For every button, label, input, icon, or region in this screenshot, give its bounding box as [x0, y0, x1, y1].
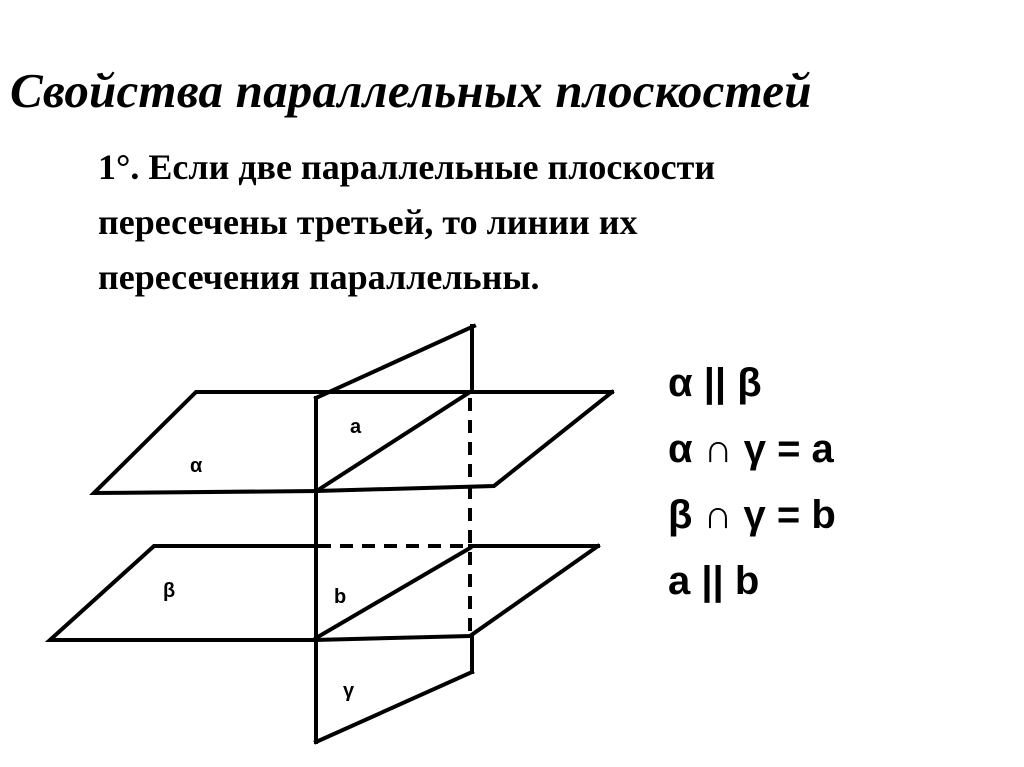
- relation-item: α || β: [668, 361, 762, 405]
- plane-alpha-right-edge: [318, 392, 612, 491]
- label-beta: β: [163, 580, 176, 602]
- plane-gamma-bottom-edge: [316, 672, 472, 742]
- label-a: a: [350, 416, 362, 438]
- relation-item: β ∩ γ = b: [668, 493, 836, 537]
- plane-beta-right-edge: [316, 546, 598, 640]
- theorem-line: 1°. Если две параллельные плоскости: [98, 147, 716, 187]
- relations-list: [668, 350, 836, 614]
- relation-item: α ∩ γ = a: [668, 427, 834, 471]
- plane-beta-visible: [50, 546, 316, 640]
- label-b: b: [334, 586, 347, 608]
- intersection-line-a: [318, 392, 470, 490]
- slide-title: Свойства параллельных плоскостей: [10, 63, 812, 118]
- label-alpha: α: [190, 455, 203, 477]
- relation-item: a || b: [668, 559, 760, 603]
- theorem-line: пересечены третьей, то линии их: [98, 202, 638, 242]
- plane-gamma-top-edge: [316, 326, 474, 398]
- label-gamma: γ: [343, 680, 355, 702]
- plane-alpha-visible: [94, 392, 318, 493]
- theorem-line: пересечения параллельны.: [98, 257, 540, 297]
